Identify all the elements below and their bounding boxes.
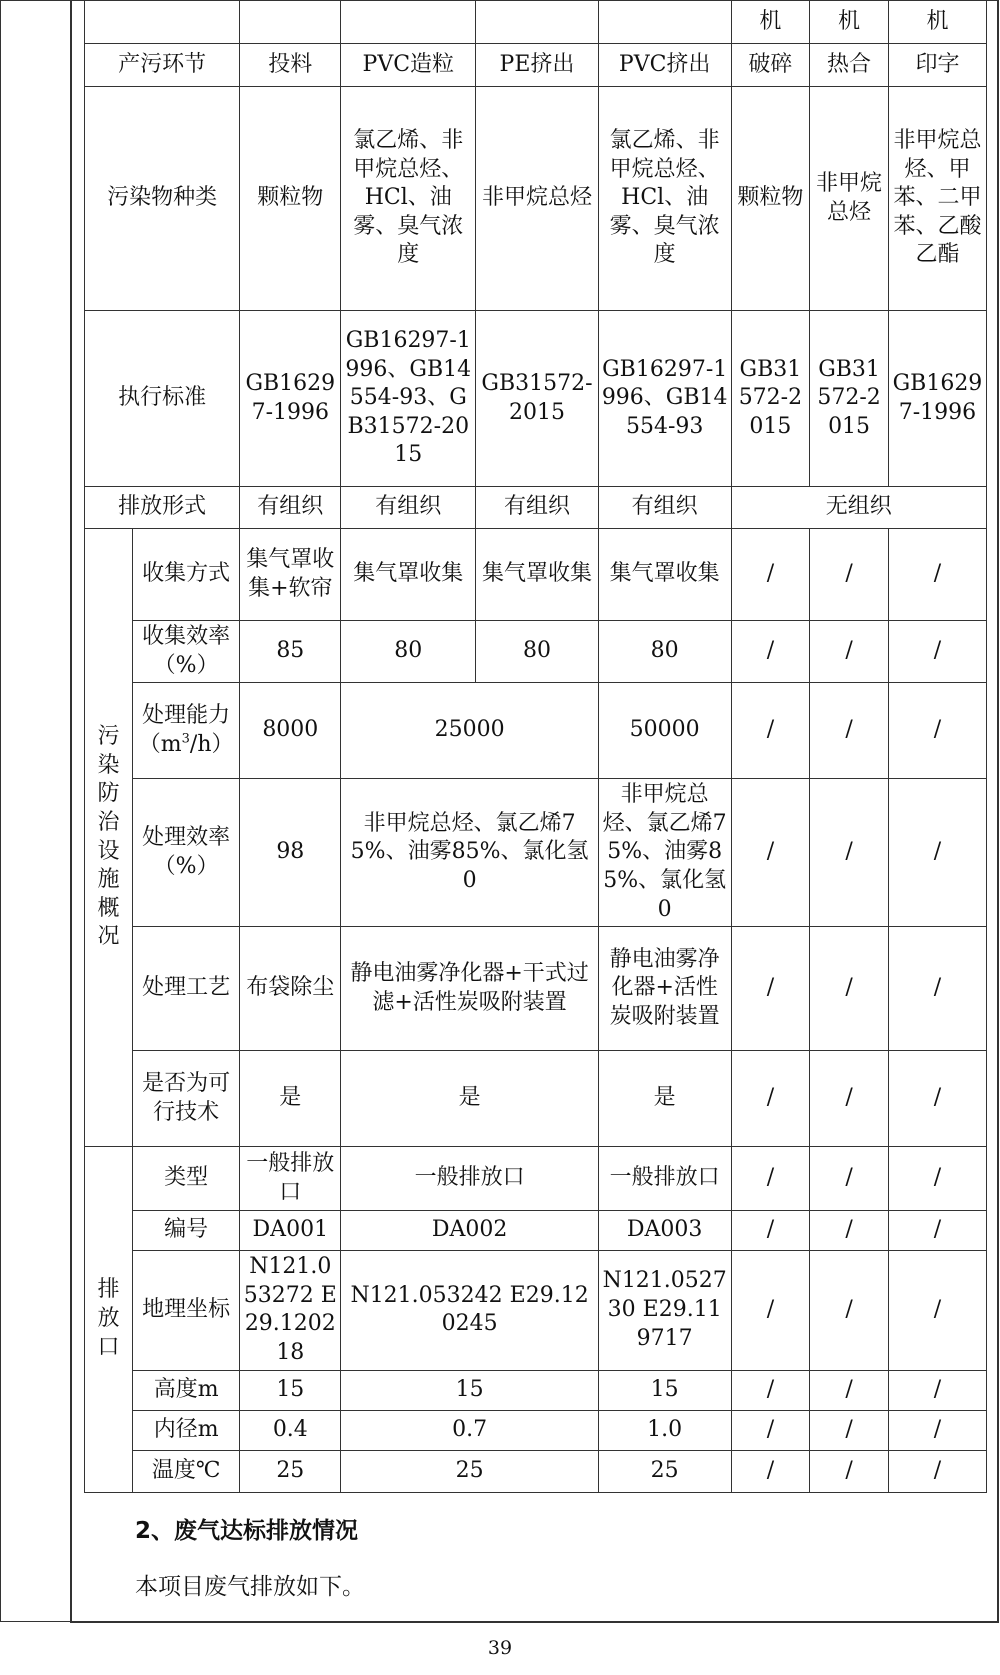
body-paragraph: 本项目废气排放如下。 bbox=[135, 1574, 365, 1600]
table-cell: GB16297-1996 bbox=[240, 311, 341, 487]
table-cell: GB31572-2015 bbox=[731, 311, 810, 487]
table-cell: / bbox=[731, 1370, 810, 1410]
table-cell: DA001 bbox=[240, 1211, 341, 1251]
table-cell: / bbox=[888, 927, 986, 1051]
table-cell: 布袋除尘 bbox=[240, 927, 341, 1051]
table-cell: 0.4 bbox=[240, 1410, 341, 1450]
table-cell: 25 bbox=[341, 1450, 598, 1492]
table-cell: / bbox=[810, 927, 889, 1051]
table-cell: / bbox=[731, 1147, 810, 1211]
table-cell: / bbox=[888, 1211, 986, 1251]
table-row bbox=[85, 1410, 987, 1450]
table-cell bbox=[476, 1, 599, 44]
table-cell: GB31572-2015 bbox=[810, 311, 889, 487]
group-label-char: 排 bbox=[97, 1277, 120, 1303]
row-label: 收集方式 bbox=[133, 529, 240, 621]
table-cell: / bbox=[810, 529, 889, 621]
group-label-char: 概 bbox=[97, 895, 120, 921]
table-cell: 集气罩收集 bbox=[476, 529, 599, 621]
table-cell: DA003 bbox=[598, 1211, 731, 1251]
frame-right-rule bbox=[997, 0, 999, 1622]
table-cell: GB31572-2015 bbox=[476, 311, 599, 487]
group-label-char: 口 bbox=[97, 1334, 120, 1360]
table-cell: N121.052730 E29.119717 bbox=[598, 1251, 731, 1370]
table-cell: 1.0 bbox=[598, 1410, 731, 1450]
table-cell: 静电油雾净化器+活性炭吸附装置 bbox=[598, 927, 731, 1051]
row-label: 产污环节 bbox=[85, 44, 240, 87]
row-label: 收集效率（%） bbox=[133, 621, 240, 683]
table-cell: / bbox=[731, 1211, 810, 1251]
table-cell: 15 bbox=[598, 1370, 731, 1410]
group-label-char: 治 bbox=[97, 809, 120, 835]
table-cell: 颗粒物 bbox=[240, 87, 341, 311]
table-cell: 机 bbox=[888, 1, 986, 44]
table-cell: / bbox=[810, 1370, 889, 1410]
table-cell: 颗粒物 bbox=[731, 87, 810, 311]
table-row bbox=[85, 1251, 987, 1370]
table-cell: 25 bbox=[598, 1450, 731, 1492]
table-cell: PVC挤出 bbox=[598, 44, 731, 87]
table-cell bbox=[85, 1, 240, 44]
table-cell: 是 bbox=[598, 1051, 731, 1147]
row-label: 类型 bbox=[133, 1147, 240, 1211]
table-row bbox=[85, 1370, 987, 1410]
table-cell: 一般排放口 bbox=[240, 1147, 341, 1211]
fugitive-cell: 无组织 bbox=[731, 487, 986, 529]
frame-bottom-rule bbox=[70, 1621, 999, 1623]
table-cell: 氯乙烯、非甲烷总烃、HCl、油雾、臭气浓度 bbox=[341, 87, 476, 311]
table-cell: 有组织 bbox=[341, 487, 476, 529]
row-label: 处理效率（%） bbox=[133, 779, 240, 927]
table-cell: / bbox=[810, 779, 889, 927]
row-label: 温度℃ bbox=[133, 1450, 240, 1492]
table-cell: GB16297-1996、GB14554-93 bbox=[598, 311, 731, 487]
frame-left-rule bbox=[70, 0, 72, 1622]
row-label: 执行标准 bbox=[85, 311, 240, 487]
table-cell: / bbox=[888, 1410, 986, 1450]
table-row bbox=[85, 683, 987, 779]
table-cell: 15 bbox=[341, 1370, 598, 1410]
table-cell: / bbox=[888, 1251, 986, 1370]
section-heading: 2、废气达标排放情况 bbox=[135, 1518, 359, 1544]
table-cell: 50000 bbox=[598, 683, 731, 779]
outlet-group-label bbox=[85, 1147, 133, 1492]
table-cell: / bbox=[810, 621, 889, 683]
table-row bbox=[85, 1, 987, 44]
row-label bbox=[133, 683, 240, 779]
table-cell: / bbox=[810, 1251, 889, 1370]
table-cell: / bbox=[731, 779, 810, 927]
table-cell: 有组织 bbox=[240, 487, 341, 529]
table-row bbox=[85, 927, 987, 1051]
capacity-label-tail: /h） bbox=[189, 731, 234, 757]
row-label: 编号 bbox=[133, 1211, 240, 1251]
table-cell: 是 bbox=[341, 1051, 598, 1147]
group-label-char: 况 bbox=[97, 924, 120, 950]
table-cell: / bbox=[731, 621, 810, 683]
table-row bbox=[85, 487, 987, 529]
emission-table bbox=[84, 0, 987, 1493]
table-cell: 投料 bbox=[240, 44, 341, 87]
table-cell: / bbox=[888, 1450, 986, 1492]
table-cell: 机 bbox=[731, 1, 810, 44]
table-cell: 一般排放口 bbox=[598, 1147, 731, 1211]
table-cell: / bbox=[810, 1450, 889, 1492]
table-cell: / bbox=[731, 1450, 810, 1492]
table-cell: 8000 bbox=[240, 683, 341, 779]
table-cell: PVC造粒 bbox=[341, 44, 476, 87]
row-label: 污染物种类 bbox=[85, 87, 240, 311]
table-cell: 85 bbox=[240, 621, 341, 683]
table-cell: 有组织 bbox=[476, 487, 599, 529]
table-cell: GB16297-1996、GB14554-93、GB31572-2015 bbox=[341, 311, 476, 487]
table-cell: / bbox=[810, 1410, 889, 1450]
capacity-label-sup: 3 bbox=[181, 731, 190, 747]
table-cell: / bbox=[731, 927, 810, 1051]
table-row bbox=[85, 1450, 987, 1492]
table-cell: 有组织 bbox=[598, 487, 731, 529]
table-cell: / bbox=[810, 1147, 889, 1211]
table-cell: N121.053272 E29.120218 bbox=[240, 1251, 341, 1370]
row-label: 高度m bbox=[133, 1370, 240, 1410]
table-cell: / bbox=[888, 1147, 986, 1211]
control-group-label bbox=[85, 529, 133, 1147]
row-label: 处理工艺 bbox=[133, 927, 240, 1051]
table-row bbox=[85, 1147, 987, 1211]
table-cell: PE挤出 bbox=[476, 44, 599, 87]
group-label-char: 防 bbox=[97, 781, 120, 807]
table-cell: 是 bbox=[240, 1051, 341, 1147]
table-cell: 25000 bbox=[341, 683, 598, 779]
table-cell bbox=[240, 1, 341, 44]
table-cell: 机 bbox=[810, 1, 889, 44]
table-cell: 印字 bbox=[888, 44, 986, 87]
row-label: 排放形式 bbox=[85, 487, 240, 529]
table-row bbox=[85, 87, 987, 311]
table-cell: 氯乙烯、非甲烷总烃、HCl、油雾、臭气浓度 bbox=[598, 87, 731, 311]
table-cell: / bbox=[888, 779, 986, 927]
table-cell: 热合 bbox=[810, 44, 889, 87]
row-label: 内径m bbox=[133, 1410, 240, 1450]
table-cell: 非甲烷总烃 bbox=[810, 87, 889, 311]
group-label-char: 染 bbox=[97, 752, 120, 778]
group-label-char: 污 bbox=[97, 724, 120, 750]
table-cell: 0.7 bbox=[341, 1410, 598, 1450]
table-cell: 静电油雾净化器+干式过滤+活性炭吸附装置 bbox=[341, 927, 598, 1051]
table-cell: / bbox=[731, 683, 810, 779]
table-row bbox=[85, 1051, 987, 1147]
table-cell: / bbox=[888, 621, 986, 683]
table-cell bbox=[341, 1, 476, 44]
table-row bbox=[85, 44, 987, 87]
table-cell: / bbox=[888, 1370, 986, 1410]
page-number: 39 bbox=[487, 1637, 513, 1659]
table-cell: 非甲烷总烃 bbox=[476, 87, 599, 311]
row-label: 地理坐标 bbox=[133, 1251, 240, 1370]
capacity-label-main: 处理能力（m bbox=[138, 703, 231, 757]
table-cell: 集气罩收集 bbox=[598, 529, 731, 621]
row-label: 是否为可行技术 bbox=[133, 1051, 240, 1147]
table-cell: / bbox=[731, 1410, 810, 1450]
table-cell bbox=[598, 1, 731, 44]
table-cell: 80 bbox=[341, 621, 476, 683]
group-label-char: 施 bbox=[97, 867, 120, 893]
table-cell: GB16297-1996 bbox=[888, 311, 986, 487]
table-cell: / bbox=[731, 1251, 810, 1370]
table-cell: / bbox=[810, 1051, 889, 1147]
table-cell: 集气罩收集 bbox=[341, 529, 476, 621]
table-cell: / bbox=[810, 1211, 889, 1251]
table-cell: 80 bbox=[476, 621, 599, 683]
table-cell: / bbox=[731, 529, 810, 621]
table-cell: / bbox=[888, 529, 986, 621]
table-cell: 80 bbox=[598, 621, 731, 683]
table-cell: 一般排放口 bbox=[341, 1147, 598, 1211]
table-cell: 非甲烷总烃、氯乙烯75%、油雾85%、氯化氢0 bbox=[341, 779, 598, 927]
group-label-char: 放 bbox=[97, 1306, 120, 1332]
table-cell: DA002 bbox=[341, 1211, 598, 1251]
table-row bbox=[85, 621, 987, 683]
table-cell: 非甲烷总烃、甲苯、二甲苯、乙酸乙酯 bbox=[888, 87, 986, 311]
table-cell: 非甲烷总烃、氯乙烯75%、油雾85%、氯化氢0 bbox=[598, 779, 731, 927]
group-label-char: 设 bbox=[97, 838, 120, 864]
table-cell: 25 bbox=[240, 1450, 341, 1492]
table-row bbox=[85, 311, 987, 487]
table-cell: 15 bbox=[240, 1370, 341, 1410]
table-cell: / bbox=[731, 1051, 810, 1147]
table-cell: N121.053242 E29.120245 bbox=[341, 1251, 598, 1370]
table-cell: / bbox=[888, 1051, 986, 1147]
table-cell: 破碎 bbox=[731, 44, 810, 87]
table-row bbox=[85, 1211, 987, 1251]
table-row bbox=[85, 779, 987, 927]
table-cell: / bbox=[888, 683, 986, 779]
table-cell: 98 bbox=[240, 779, 341, 927]
table-cell: / bbox=[810, 683, 889, 779]
table-row bbox=[85, 529, 987, 621]
table-cell: 集气罩收集+软帘 bbox=[240, 529, 341, 621]
